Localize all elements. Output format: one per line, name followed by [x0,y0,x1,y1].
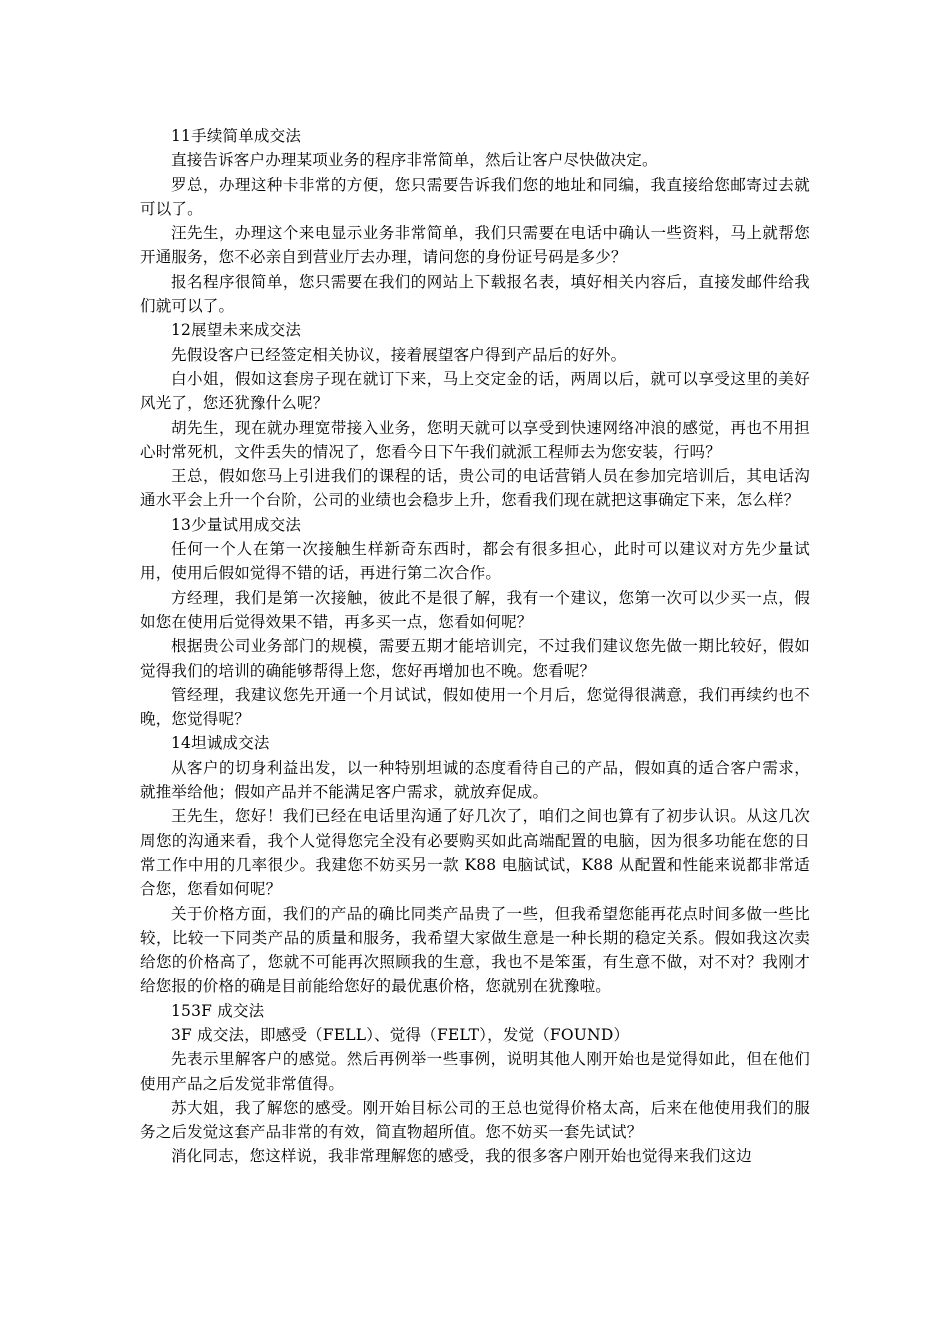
paragraph: 先假设客户已经签定相关协议，接着展望客户得到产品后的好外。 [171,345,627,364]
paragraph: 方经理，我们是第一次接触，彼此不是很了解，我有一个建议，您第一次可以少买一点，假如您在使用后觉得效果不错，再多买一点，您看如何呢？ [140,588,810,631]
paragraph: 根据贵公司业务部门的规模，需要五期才能培训完，不过我们建议您先做一期比较好，假如觉得我们的培训的确能够帮得上您，您好再增加也不晚。您看呢？ [140,637,810,680]
paragraph: 王总，假如您马上引进我们的课程的话，贵公司的电话营销人员在参加完培训后，其电话沟通水平会上升一个台阶，公司的业绩也会稳步上升，您看我们现在就把这事确定下来，怎么样？ [140,467,810,510]
paragraph: 白小姐，假如这套房子现在就订下来，马上交定金的话，两周以后，就可以享受这里的美好风光了，您还犹豫什么呢？ [140,369,810,413]
section-heading: 13少量试用成交法 [171,515,302,534]
paragraph: 王先生，您好！我们已经在电话里沟通了好几次了，咱们之间也算有了初步认识。从这几次周您的沟通来看，我个人觉得您完全没有必要购买如此高端配置的电脑，因为很多功能在您的日常工作中用的几率很少。我建您不妨买另一款 K88 电脑试试，K88 从配置和性能来说都非常适合您，您看如何呢？ [140,807,810,899]
section-heading: 153F 成交法 [171,1001,265,1020]
paragraph: 消化同志，您这样说，我非常理解您的感受，我的很多客户刚开始也觉得来我们这边 [171,1147,752,1166]
paragraph: 苏大姐，我了解您的感受。刚开始目标公司的王总也觉得价格太高，后来在他使用我们的服务之后发觉这套产品非常的有效，简直物超所值。您不妨买一套先试试？ [140,1098,810,1142]
section-heading: 11手续简单成交法 [171,127,302,145]
section-heading: 12展望未来成交法 [171,321,302,340]
paragraph: 直接告诉客户办理某项业务的程序非常简单，然后让客户尽快做决定。 [171,151,658,170]
paragraph: 罗总，办理这种卡非常的方便，您只需要告诉我们您的地址和同编，我直接给您邮寄过去就可以了。 [140,175,810,218]
paragraph: 从客户的切身利益出发，以一种特别坦诚的态度看待自己的产品，假如真的适合客户需求，就推举给他；假如产品并不能满足客户需求，就放弃促成。 [140,758,810,802]
paragraph: 任何一个人在第一次接触生样新奇东西时，都会有很多担心，此时可以建议对方先少量试用，使用后假如觉得不错的话，再进行第二次合作。 [140,540,810,583]
section-heading: 14坦诚成交法 [171,734,270,753]
paragraph: 关于价格方面，我们的产品的确比同类产品贵了一些，但我希望您能再花点时间多做一些比较，比较一下同类产品的质量和服务，我希望大家做生意是一种长期的稳定关系。假如我这次卖给您的价格高了，您就不可能再次照顾我的生意，我也不是笨蛋，有生意不做，对不对？我刚才给您报的价格的确是目前能给您好的最优惠价格，您就别在犹豫啦。 [140,904,810,996]
paragraph: 3F 成交法，即感受（FELL）、觉得（FELT），发觉（FOUND） [171,1025,630,1044]
paragraph: 汪先生，办理这个来电显示业务非常简单，我们只需要在电话中确认一些资料，马上就帮您开通服务，您不必亲自到营业厅去办理，请问您的身份证号码是多少？ [140,224,810,267]
paragraph: 先表示里解客户的感觉。然后再例举一些事例，说明其他人刚开始也是觉得如此，但在他们使用产品之后发觉非常值得。 [140,1050,810,1093]
paragraph: 报名程序很简单，您只需要在我们的网站上下载报名表，填好相关内容后，直接发邮件给我们就可以了。 [140,272,810,316]
paragraph: 胡先生，现在就办理宽带接入业务，您明天就可以享受到快速网络冲浪的感觉，再也不用担心时常死机，文件丢失的情况了，您看今日下午我们就派工程师去为您安装，行吗？ [140,418,810,461]
paragraph: 管经理，我建议您先开通一个月试试，假如使用一个月后，您觉得很满意，我们再续约也不晚，您觉得呢？ [140,685,810,729]
